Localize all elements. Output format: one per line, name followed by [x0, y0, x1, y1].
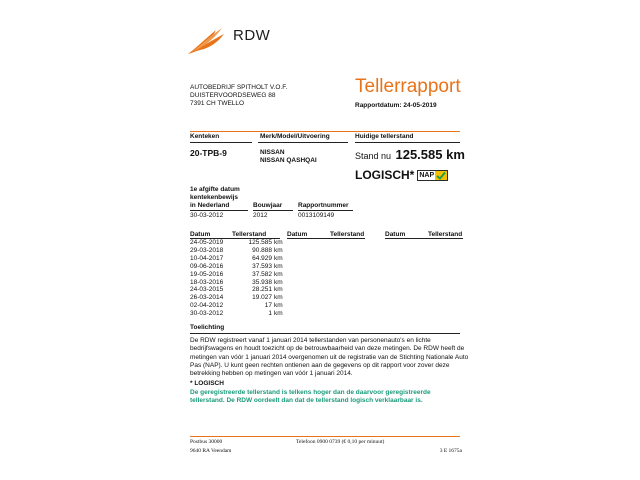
table-row: [190, 310, 288, 318]
row-unit: km: [274, 246, 283, 254]
current-label: Huidige tellerstand: [355, 133, 414, 140]
row-date: 24-05-2019: [190, 239, 224, 246]
brand-name: RDW: [233, 27, 271, 44]
report-no-label: Rapportnummer: [298, 202, 349, 209]
note-line: tellerstand. De RDW oordeelt dan dat de tellerstand logisch verklaarbaar is.: [190, 397, 423, 405]
row-unit: km: [274, 278, 283, 286]
row-unit: km: [274, 286, 283, 294]
verdict-text: LOGISCH*: [355, 168, 415, 182]
current-value: 125.585 km: [395, 147, 465, 162]
row-value: 37.593: [252, 262, 272, 270]
rdw-logo: [186, 24, 276, 56]
row-unit: km: [274, 254, 283, 262]
row-unit: km: [274, 270, 283, 278]
verdict: [355, 168, 448, 182]
note-heading: * LOGISCH: [190, 380, 224, 387]
first-reg-value: 30-03-2012: [190, 212, 224, 219]
row-date: 18-03-2016: [190, 278, 224, 286]
explanation-line: bedrijfswagens en houdt toezicht op de betrouwbaarheid van deze metingen. De RDW heeft de: [190, 345, 465, 353]
row-value: 90.888: [252, 246, 272, 254]
history-header-date-2: Datum: [287, 231, 308, 238]
explanation-line: Pas (NAP). U kunt geen rechten ontlenen aan de gegevens op dit rapport voor zover deze: [190, 361, 450, 369]
divider: [287, 238, 365, 239]
divider: [190, 131, 460, 132]
row-date: 09-06-2016: [190, 262, 224, 270]
rdw-flame-icon: [186, 26, 230, 56]
row-date: 24-03-2015: [190, 286, 224, 294]
row-unit: km: [274, 262, 283, 270]
divider: [190, 333, 460, 334]
plate-label: Kenteken: [190, 133, 220, 140]
year-value: 2012: [253, 212, 268, 219]
first-reg-label: [190, 186, 240, 210]
first-reg-label-line: in Nederland: [190, 202, 230, 209]
divider: [385, 238, 463, 239]
footer-divider: [190, 436, 460, 437]
model-label: Merk/Model/Uitvoering: [260, 133, 330, 140]
note-line: De geregistreerde tellerstand is telkens hoger dan de daarvoor geregistreerde: [190, 389, 431, 396]
table-row: [190, 271, 288, 279]
explanation-line: metingen van vóór 1 januari 2014 overgenomen uit de registratie van de Stichting Nationale Auto: [190, 353, 469, 361]
footer-phone: Telefoon 0900 0739 (€ 0,10 per minuut): [296, 439, 385, 445]
row-value: 1: [268, 310, 272, 318]
row-date: 26-03-2014: [190, 294, 224, 302]
year-label: Bouwjaar: [253, 202, 283, 209]
divider: [298, 210, 353, 211]
footer-code: 3 E 1675a: [439, 448, 462, 454]
explanation-text: [190, 337, 468, 378]
history-header-value: Tellerstand: [232, 231, 267, 238]
report-date: Rapportdatum: 24-05-2019: [355, 102, 437, 109]
table-row: [190, 279, 288, 287]
note-text: [190, 389, 431, 406]
current-prefix: Stand nu: [355, 151, 392, 161]
company-line: AUTOBEDRIJF SPITHOLT V.O.F.: [190, 84, 288, 91]
checkmark-icon: [435, 171, 447, 180]
model-value: NISSAN QASHQAI: [260, 157, 317, 164]
divider: [258, 142, 348, 143]
row-unit: km: [274, 294, 283, 302]
nap-logo: [417, 170, 448, 181]
explanation-line: betrekking hebben op metingen van vóór 1 januari 2014.: [190, 370, 353, 378]
company-line: 7391 CH TWELLO: [190, 100, 245, 107]
table-row: [190, 294, 288, 302]
history-header-date: Datum: [190, 231, 211, 238]
row-unit: km: [274, 310, 283, 318]
divider: [190, 210, 248, 211]
table-row: [190, 255, 288, 263]
history-header-date-3: Datum: [385, 231, 406, 238]
table-row: [190, 247, 288, 255]
explanation-line: De RDW registreert vanaf 1 januari 2014 tellerstanden van personenauto's en lichte: [190, 337, 431, 344]
company-address: [190, 84, 287, 108]
row-value: 35.938: [252, 278, 272, 286]
divider: [253, 210, 293, 211]
row-date: 10-04-2017: [190, 254, 224, 262]
report-no-value: 0013109149: [298, 212, 335, 219]
row-value: 37.582: [252, 270, 272, 278]
row-date: 02-04-2012: [190, 302, 224, 310]
first-reg-label-line: 1e afgifte datum: [190, 186, 240, 193]
current-reading: [355, 146, 465, 164]
row-unit: km: [274, 302, 283, 310]
history-header-value-3: Tellerstand: [428, 231, 463, 238]
row-date: 30-03-2012: [190, 310, 224, 318]
first-reg-label-line: kentekenbewijs: [190, 194, 239, 201]
divider: [355, 142, 460, 143]
history-header-value-2: Tellerstand: [330, 231, 365, 238]
table-row: [190, 302, 288, 310]
explanation-heading: Toelichting: [190, 324, 225, 331]
row-value: 28.251: [252, 286, 272, 294]
divider: [190, 142, 252, 143]
table-row: [190, 286, 288, 294]
row-value: 17: [264, 302, 272, 310]
plate-value: 20-TPB-9: [190, 148, 227, 158]
row-value: 19.027: [252, 294, 272, 302]
row-date: 29-03-2018: [190, 246, 224, 254]
make-value: NISSAN: [260, 149, 285, 156]
page-title: Tellerrapport: [355, 76, 461, 97]
footer-address-1: Postbus 30000: [190, 439, 223, 445]
row-unit: km: [274, 239, 283, 246]
footer-address-2: 9640 RA Veendam: [190, 448, 232, 454]
table-row: [190, 263, 288, 271]
table-row: [190, 239, 288, 247]
row-date: 19-05-2016: [190, 270, 224, 278]
nap-text: NAP: [419, 171, 435, 179]
company-line: DUISTERVOORDSEWEG 88: [190, 92, 276, 99]
row-value: 64.929: [252, 254, 272, 262]
history-table: [190, 239, 288, 318]
row-value: 125.585: [248, 239, 272, 246]
